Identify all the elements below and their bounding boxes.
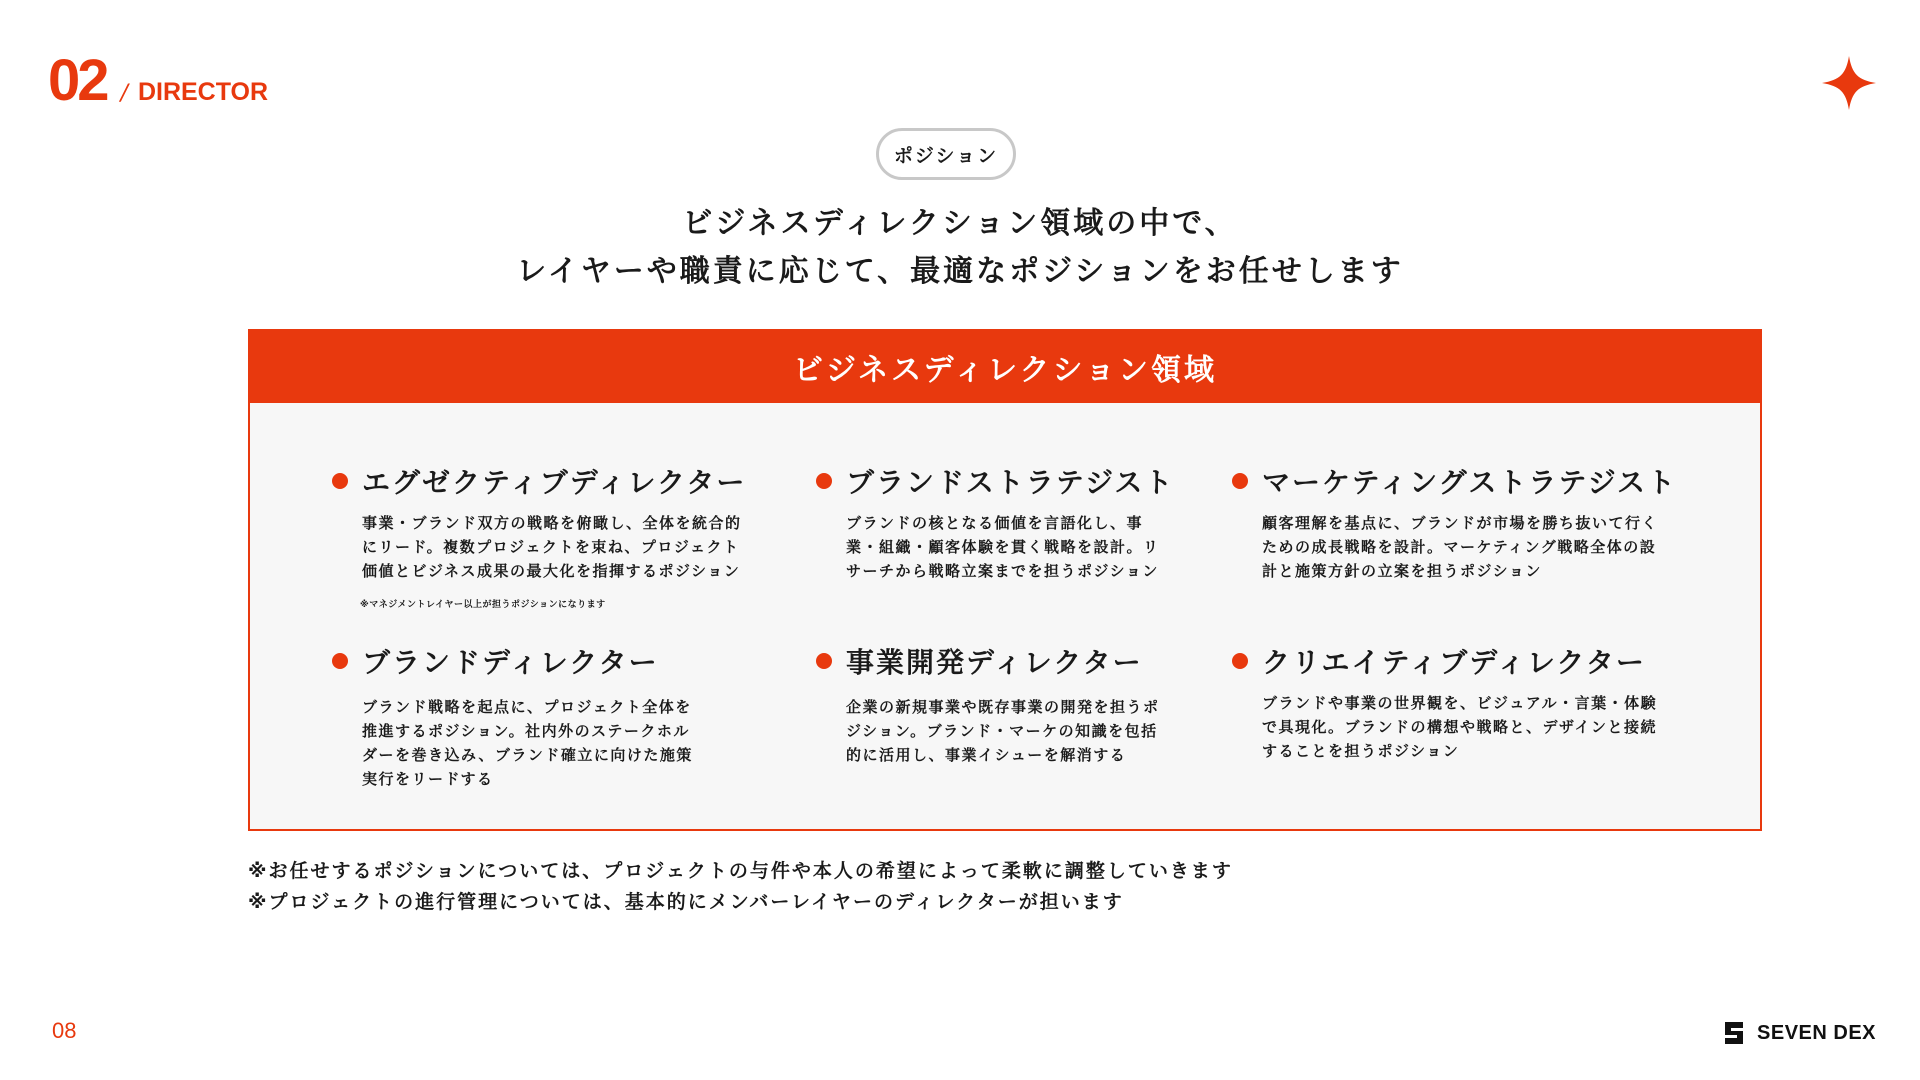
position-title: ブランドストラテジスト [846,466,1175,499]
position-description: 企業の新規事業や既存事業の開発を担うポ ジション。ブランド・マーケの知識を包括 的に活用し、事業イシューを解消する [846,698,1160,764]
business-direction-panel [248,329,1762,831]
bullet-dot [1232,473,1248,489]
panel-title: ビジネスディレクション領域 [250,331,1760,403]
position-description: 事業・ブランド双方の戦略を俯瞰し、全体を統合的 にリード。複数プロジェクトを束ね、プロジェクト 価値とビジネス成果の最大化を指揮するポジション [362,514,742,580]
position-description: ブランドや事業の世界観を、ビジュアル・言葉・体験 で具現化。ブランドの構想や戦略と、デザインと接続 することを担うポジション [1262,694,1658,760]
footnote-1: ※お任せするポジションについては、プロジェクトの与件や本人の希望によって柔軟に調整していきます [248,860,1233,882]
position-badge: ポジション [876,128,1016,180]
position-executive-director [332,461,746,610]
bullet-dot [1232,653,1248,669]
position-brand-strategist [816,461,1174,583]
position-note: ※マネジメントレイヤー以上が担うポジションになります [360,600,606,610]
position-title: マーケティングストラテジスト [1262,466,1677,499]
position-marketing-strategist [1232,461,1677,583]
seven-dex-logo-icon [1723,1020,1745,1046]
headline-line-1: ビジネスディレクション領域の中で、 [682,206,1238,241]
four-point-star-icon [1820,54,1878,112]
section-header [48,48,269,113]
bullet-dot [816,653,832,669]
bullet-dot [816,473,832,489]
headline-line-2: レイヤーや職責に応じて、最適なポジションをお任せします [516,254,1404,289]
position-description: ブランド戦略を起点に、プロジェクト全体を 推進するポジション。社内外のステークホル ダーを巻き込み、ブランド確立に向けた施策 実行をリードする [362,698,693,788]
footnotes [248,856,1233,918]
position-creative-director [1232,641,1657,763]
section-separator: / [120,81,128,106]
bullet-dot [332,473,348,489]
section-title: DIRECTOR [137,78,269,106]
position-brand-director [332,641,693,791]
position-title: エグゼクティブディレクター [362,466,747,499]
page-headline [0,200,1920,296]
page-number: 08 [52,1018,77,1043]
position-description: ブランドの核となる価値を言語化し、事 業・組織・顧客体験を貫く戦略を設計。リ サーチから戦略立案までを担うポジション [846,514,1160,580]
section-number: 02 [48,48,107,113]
position-title: ブランドディレクター [362,646,659,679]
position-title: クリエイティブディレクター [1262,646,1646,679]
position-description: 顧客理解を基点に、ブランドが市場を勝ち抜いて行く ための成長戦略を設計。マーケティング戦略全体の設 計と施策方針の立案を担うポジション [1262,514,1659,580]
position-title: 事業開発ディレクター [846,646,1143,679]
bullet-dot [332,653,348,669]
brand-logo [1723,1020,1876,1046]
brand-name: SEVEN DEX [1757,1021,1876,1044]
footnote-2: ※プロジェクトの進行管理については、基本的にメンバーレイヤーのディレクターが担います [248,891,1124,913]
position-business-development-director [816,641,1160,767]
